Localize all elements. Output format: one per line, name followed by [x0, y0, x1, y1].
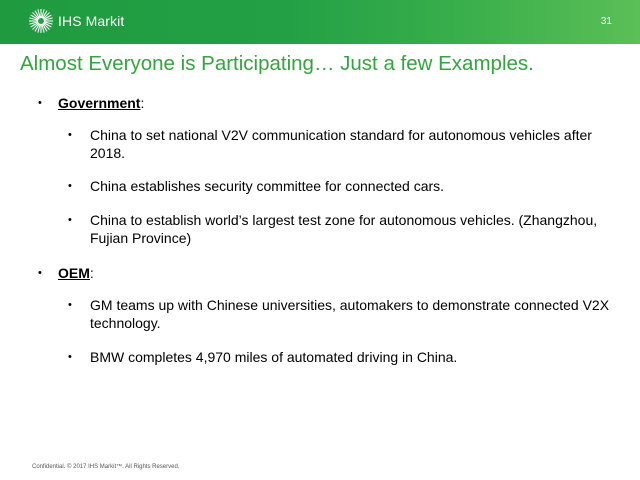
brand-name: IHS Markit [58, 13, 125, 29]
section-oem [38, 264, 94, 282]
section-colon: : [140, 95, 145, 111]
starburst-logo-icon [28, 8, 54, 34]
section-label: OEM [58, 265, 90, 281]
bullet: • [38, 97, 42, 109]
list-item-text: China to establish world’s largest test zone for autonomous vehicles. (Zhangzhou, Fujian Province) [90, 212, 598, 246]
slide-title: Almost Everyone is Participating… Just a few Examples. [20, 52, 534, 75]
list-item [68, 211, 613, 247]
bullet: • [68, 351, 72, 363]
bullet: • [38, 267, 42, 279]
list-item-text: BMW completes 4,970 miles of automated driving in China. [90, 349, 458, 365]
section-colon: : [89, 265, 94, 281]
list-item-text: China to set national V2V communication standard for autonomous vehicles after 2018. [90, 127, 592, 161]
list-item-text: GM teams up with Chinese universities, automakers to demonstrate connected V2X technology. [90, 297, 610, 331]
section-government [38, 94, 144, 112]
bullet: • [68, 214, 72, 226]
ihs-markit-logo [28, 7, 124, 35]
list-item-text: China establishes security committee for connected cars. [90, 178, 445, 194]
list-item [68, 296, 613, 332]
list-item [68, 177, 613, 195]
header-band [0, 0, 640, 44]
page-number: 31 [600, 16, 612, 27]
footer-copyright: Confidential. © 2017 IHS Markit™. All Rights Reserved. [32, 464, 180, 470]
list-item [68, 126, 613, 162]
section-label: Government [58, 95, 141, 111]
bullet: • [68, 299, 72, 311]
bullet: • [68, 180, 72, 192]
list-item [68, 348, 613, 366]
bullet: • [68, 129, 72, 141]
